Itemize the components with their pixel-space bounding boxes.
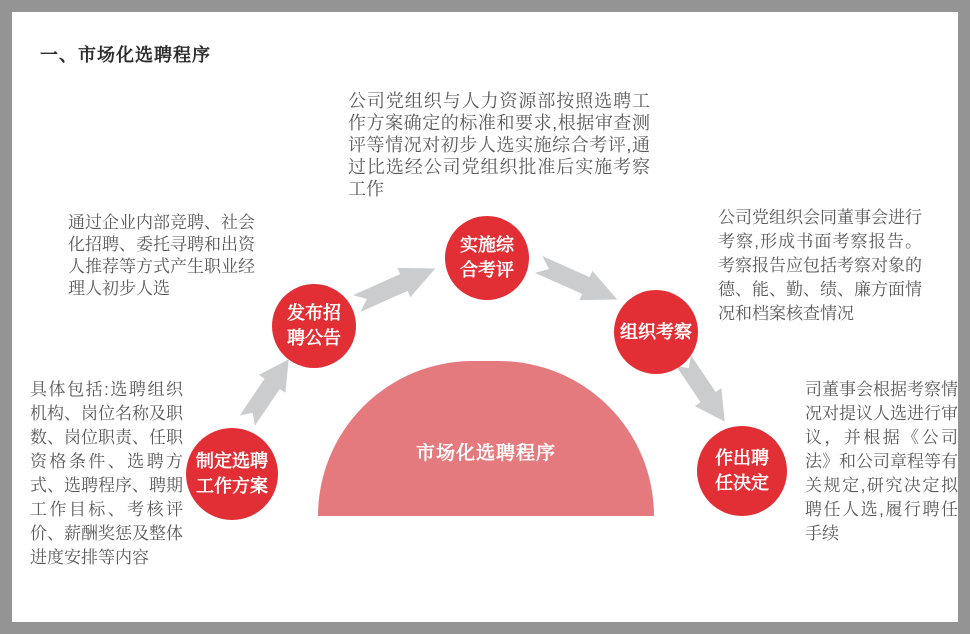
text-line: 工作方案 <box>196 476 268 496</box>
note-recruitment-announcement <box>68 212 255 300</box>
text-line: 工作目标、考核评 <box>30 500 183 519</box>
step-label <box>460 233 514 283</box>
text-line: 机构、岗位名称及职 <box>30 404 183 423</box>
text-line: 法》和公司章程等有 <box>805 452 958 471</box>
flow-arrow-icon-2 <box>350 254 442 318</box>
text-line: 司董事会根据考察情 <box>805 380 958 399</box>
text-line: 公司党组织会同董事会进行 <box>718 208 922 227</box>
text-line: 具体包括:选聘组织 <box>30 380 183 399</box>
step-circle-publish-announcement <box>272 284 356 368</box>
text-line: 人推荐等方式产生职业经 <box>68 257 255 276</box>
text-line: 聘公告 <box>287 328 341 348</box>
step-circle-comprehensive-evaluation <box>445 216 529 300</box>
text-line: 过比选经公司党组织批准后实施考察 <box>348 157 650 177</box>
text-line: 聘任人选,履行聘任 <box>805 500 958 519</box>
flow-arrow-icon-3 <box>532 250 624 314</box>
flow-arrow-icon-1 <box>234 350 302 429</box>
note-appointment-decision <box>805 378 958 546</box>
text-line: 发布招 <box>287 303 341 323</box>
text-line: 考察报告应包括考察对象的 <box>718 256 922 275</box>
text-line: 数、岗位职责、任职 <box>30 428 183 447</box>
step-label <box>196 449 268 499</box>
text-line: 作出聘 <box>715 448 769 468</box>
text-line: 公司党组织与人力资源部按照选聘工 <box>348 91 650 111</box>
note-work-plan-details <box>30 378 183 570</box>
text-line: 化招聘、委托寻聘和出资 <box>68 235 255 254</box>
text-line: 作方案确定的标准和要求,根据审查测 <box>348 113 650 133</box>
step-label <box>715 446 769 496</box>
page-title: 一、市场化选聘程序 <box>40 45 211 65</box>
center-label: 市场化选聘程序 <box>415 443 556 464</box>
text-line: 评等情况对初步人选实施综合考评,通 <box>348 135 650 155</box>
step-circle-make-work-plan <box>186 428 278 520</box>
text-line: 关规定,研究决定拟 <box>805 476 958 495</box>
text-line: 况对提议人选进行审 <box>805 404 958 423</box>
text-line: 工作 <box>348 179 384 199</box>
text-line: 通过企业内部竞聘、社会 <box>68 213 255 232</box>
step-circle-organize-inspection <box>614 290 698 374</box>
text-line: 制定选聘 <box>196 451 268 471</box>
note-organized-inspection <box>718 206 922 326</box>
step-label <box>287 301 341 351</box>
text-line: 式、选聘程序、聘期 <box>30 476 183 495</box>
text-line: 德、能、勤、绩、廉方面情 <box>718 280 922 299</box>
text-line: 组织考察 <box>620 321 692 342</box>
text-line: 价、薪酬奖惩及整体 <box>30 524 183 543</box>
diagram-canvas <box>12 12 958 622</box>
note-comprehensive-evaluation <box>348 90 650 200</box>
text-line: 进度安排等内容 <box>30 548 149 567</box>
text-line: 考察,形成书面考察报告。 <box>718 232 922 251</box>
text-line: 况和档案核查情况 <box>718 304 854 323</box>
text-line: 任决定 <box>715 473 769 493</box>
text-line: 实施综 <box>460 235 514 255</box>
step-label <box>620 320 692 345</box>
step-circle-appointment-decision <box>697 426 787 516</box>
text-line: 资格条件、选聘方 <box>30 452 183 471</box>
text-line: 议，并根据《公司 <box>805 428 958 447</box>
text-line: 合考评 <box>460 260 514 280</box>
center-semicircle <box>318 361 654 516</box>
text-line: 理人初步人选 <box>68 279 170 298</box>
text-line: 手续 <box>805 524 839 543</box>
